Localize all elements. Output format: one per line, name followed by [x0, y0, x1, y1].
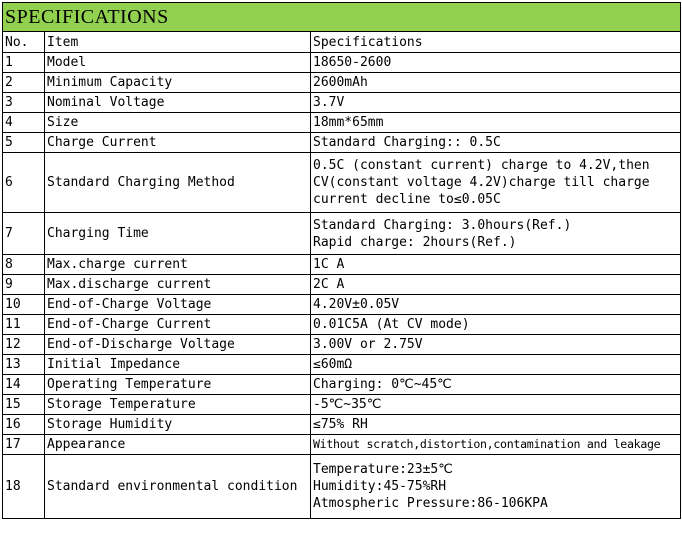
row-item: Size [45, 113, 311, 133]
row-specification [311, 355, 681, 375]
table-row [3, 435, 681, 455]
row-specification [311, 93, 681, 113]
table-row [3, 295, 681, 315]
row-specification [311, 275, 681, 295]
row-specification [311, 315, 681, 335]
specifications-table [2, 2, 681, 519]
row-number: 17 [3, 435, 45, 455]
header-no: No. [3, 32, 45, 53]
specification-line: 1C A [313, 257, 345, 272]
specification-line: Standard Charging: 3.0hours(Ref.) [313, 217, 572, 233]
header-row [3, 32, 681, 53]
table-row [3, 53, 681, 73]
specification-line: 2600mAh [313, 75, 368, 90]
table-row [3, 375, 681, 395]
table-row [3, 113, 681, 133]
row-specification [311, 415, 681, 435]
specification-line: Without scratch,distortion,contamination and leakage [313, 437, 661, 451]
row-item: Operating Temperature [45, 375, 311, 395]
row-specification [311, 375, 681, 395]
row-specification [311, 73, 681, 93]
table-title: SPECIFICATIONS [3, 3, 681, 32]
specification-line: 4.20V±0.05V [313, 297, 400, 312]
row-number: 16 [3, 415, 45, 435]
row-specification [311, 435, 681, 455]
row-specification [311, 53, 681, 73]
table-row [3, 415, 681, 435]
row-number: 8 [3, 255, 45, 275]
row-number: 3 [3, 93, 45, 113]
specification-line: 18650-2600 [313, 55, 392, 70]
specification-line: CV(constant voltage 4.2V)charge till charge [313, 175, 650, 190]
table-row [3, 315, 681, 335]
row-item: Minimum Capacity [45, 73, 311, 93]
row-number: 14 [3, 375, 45, 395]
row-number: 1 [3, 53, 45, 73]
table-row [3, 255, 681, 275]
specification-line: Humidity:45-75%RH [313, 479, 447, 494]
row-item: Storage Humidity [45, 415, 311, 435]
specification-line: current decline to≤0.05C [313, 192, 501, 207]
row-number: 11 [3, 315, 45, 335]
specification-line: ≤60mΩ [313, 357, 353, 372]
row-item: End-of-Charge Current [45, 315, 311, 335]
row-item: End-of-Discharge Voltage [45, 335, 311, 355]
row-number: 15 [3, 395, 45, 415]
row-number: 2 [3, 73, 45, 93]
table-row [3, 153, 681, 213]
specification-line: 18mm*65mm [313, 115, 384, 130]
title-row [3, 3, 681, 32]
row-item: Model [45, 53, 311, 73]
row-number: 6 [3, 153, 45, 213]
row-number: 18 [3, 455, 45, 519]
specifications-sheet [2, 2, 680, 547]
row-specification [311, 455, 681, 519]
row-item: Nominal Voltage [45, 93, 311, 113]
specification-line: -5℃~35℃ [313, 397, 382, 412]
table-row [3, 73, 681, 93]
row-item: Charge Current [45, 133, 311, 153]
row-specification [311, 255, 681, 275]
table-row [3, 93, 681, 113]
specification-line: 3.00V or 2.75V [313, 337, 423, 352]
row-item: Initial Impedance [45, 355, 311, 375]
specification-line: 3.7V [313, 95, 345, 110]
row-number: 10 [3, 295, 45, 315]
row-number: 9 [3, 275, 45, 295]
specification-line: 2C A [313, 277, 345, 292]
row-number: 4 [3, 113, 45, 133]
specification-line: Charging: 0℃~45℃ [313, 377, 452, 392]
row-number: 12 [3, 335, 45, 355]
row-specification [311, 395, 681, 415]
row-item: End-of-Charge Voltage [45, 295, 311, 315]
row-specification [311, 113, 681, 133]
row-item: Storage Temperature [45, 395, 311, 415]
specification-line: Rapid charge: 2hours(Ref.) [313, 234, 517, 250]
specification-line: ≤75% RH [313, 417, 368, 432]
row-item: Standard environmental condition [45, 455, 311, 519]
specification-line: 0.01C5A (At CV mode) [313, 317, 470, 332]
row-number: 7 [3, 213, 45, 255]
specification-line: Standard Charging:: 0.5C [313, 135, 501, 150]
row-specification [311, 133, 681, 153]
table-row [3, 275, 681, 295]
row-number: 13 [3, 355, 45, 375]
table-row [3, 395, 681, 415]
specification-line: 0.5C (constant current) charge to 4.2V,then [313, 158, 650, 173]
row-number: 5 [3, 133, 45, 153]
row-item: Appearance [45, 435, 311, 455]
row-item: Max.discharge current [45, 275, 311, 295]
row-specification [311, 153, 681, 213]
table-row [3, 455, 681, 519]
table-row [3, 335, 681, 355]
table-row [3, 133, 681, 153]
row-specification [311, 335, 681, 355]
row-item: Max.charge current [45, 255, 311, 275]
table-row [3, 355, 681, 375]
row-specification [311, 295, 681, 315]
specification-line: Temperature:23±5℃ [313, 462, 453, 477]
row-item: Standard Charging Method [45, 153, 311, 213]
row-specification [311, 213, 681, 255]
header-item: Item [45, 32, 311, 53]
row-item: Charging Time [45, 213, 311, 255]
header-specifications: Specifications [311, 32, 681, 53]
table-row [3, 213, 681, 255]
specification-line: Atmospheric Pressure:86-106KPA [313, 496, 548, 511]
